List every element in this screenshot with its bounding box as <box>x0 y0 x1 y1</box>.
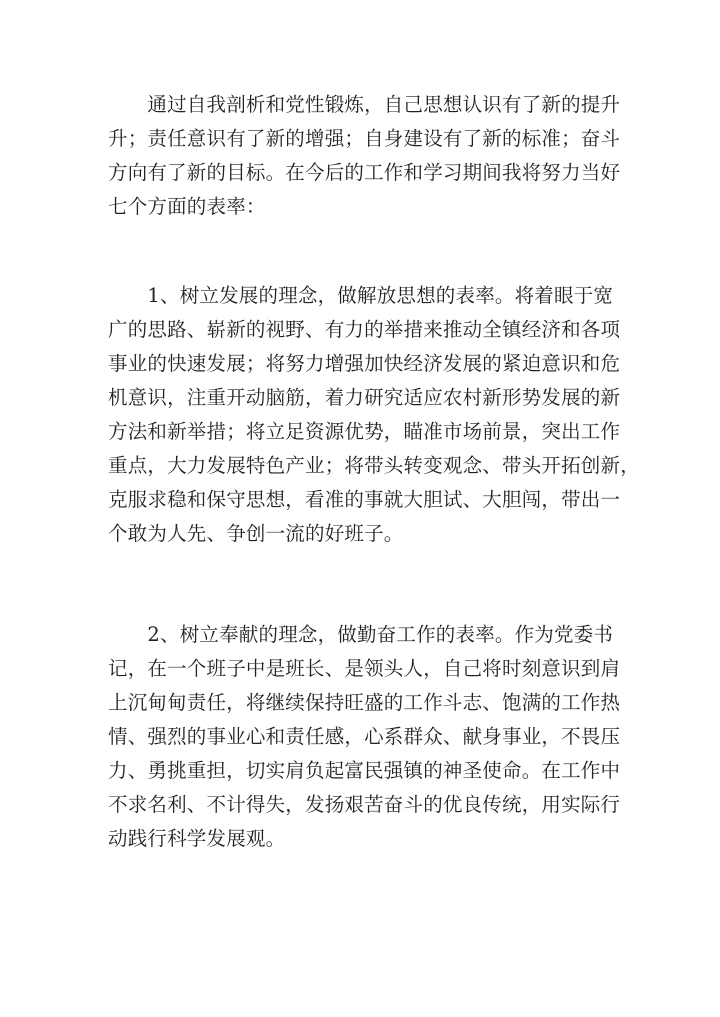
text-line: 重点，大力发展特色产业；将带头转变观念、带头开拓创新， <box>108 454 640 477</box>
text-line: 七个方面的表率： <box>108 195 266 218</box>
text-line: 记，在一个班子中是班长、是领头人，自己将时刻意识到肩 <box>108 657 621 680</box>
text-line: 2、树立奉献的理念，做勤奋工作的表率。作为党委书 <box>108 623 614 646</box>
text-line: 力、勇挑重担，切实肩负起富民强镇的神圣使命。在工作中 <box>108 759 621 782</box>
text-line: 方向有了新的目标。在今后的工作和学习期间我将努力当好 <box>108 161 621 184</box>
text-line: 升；责任意识有了新的增强；自身建设有了新的标准；奋斗 <box>108 127 621 150</box>
text-line: 克服求稳和保守思想，看准的事就大胆试、大胆闯，带出一 <box>108 488 621 511</box>
paragraph-intro <box>108 88 621 224</box>
text-line: 通过自我剖析和党性锻炼，自己思想认识有了新的提升 <box>108 93 621 116</box>
text-line: 事业的快速发展；将努力增强加快经济发展的紧迫意识和危 <box>108 352 621 375</box>
text-line: 动践行科学发展观。 <box>108 827 286 850</box>
text-line: 上沉甸甸责任，将继续保持旺盛的工作斗志、饱满的工作热 <box>108 691 621 714</box>
text-line: 不求名利、不计得失，发扬艰苦奋斗的优良传统，用实际行 <box>108 793 621 816</box>
text-line: 情、强烈的事业心和责任感，心系群众、献身事业，不畏压 <box>108 725 621 748</box>
text-line: 1、树立发展的理念，做解放思想的表率。将着眼于宽 <box>108 284 614 307</box>
text-line: 方法和新举措；将立足资源优势，瞄准市场前景，突出工作 <box>108 420 621 443</box>
paragraph-item-2 <box>108 618 621 856</box>
paragraph-item-1 <box>108 279 640 551</box>
text-line: 机意识，注重开动脑筋，着力研究适应农村新形势发展的新 <box>108 386 621 409</box>
text-line: 个敢为人先、争创一流的好班子。 <box>108 522 404 545</box>
text-line: 广的思路、崭新的视野、有力的举措来推动全镇经济和各项 <box>108 318 621 341</box>
